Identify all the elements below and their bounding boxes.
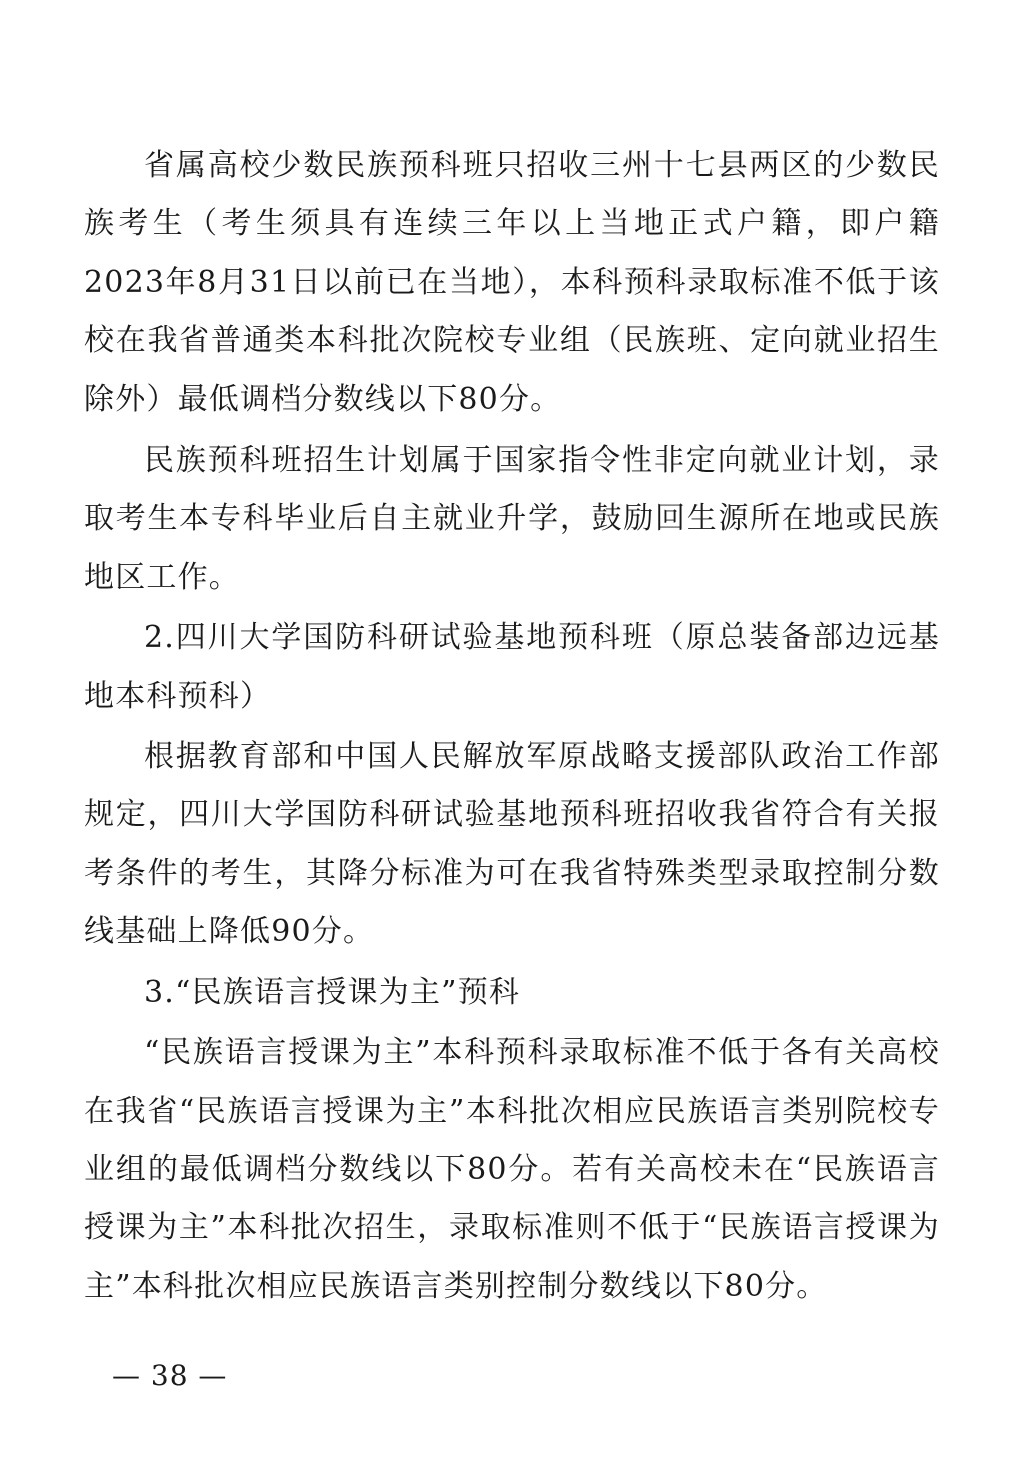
paragraph-minority-prep-admission: 省属高校少数民族预科班只招收三州十七县两区的少数民族考生（考生须具有连续三年以上当地正式户籍，即户籍2023年8月31日以前已在当地），本科预科录取标准不低于该校在我省普通类本科批次院校专业组（民族班、定向就业招生除外）最低调档分数线以下80分。 — [84, 148, 940, 417]
section-heading-scu-defense-prep: 2.四川大学国防科研试验基地预科班（原总装备部边远基地本科预科） — [84, 620, 940, 714]
document-body — [84, 137, 940, 1316]
section-heading-ethnic-language-prep: 3.“民族语言授课为主”预科 — [144, 974, 521, 1010]
paragraph-prep-plan-employment: 民族预科班招生计划属于国家指令性非定向就业计划，录取考生本专科毕业后自主就业升学，鼓励回生源所在地或民族地区工作。 — [84, 443, 940, 595]
paragraph-scu-defense-prep-rules: 根据教育部和中国人民解放军原战略支援部队政治工作部规定，四川大学国防科研试验基地预科班招收我省符合有关报考条件的考生，其降分标准为可在我省特殊类型录取控制分数线基础上降低90分。 — [84, 739, 940, 950]
paragraph-ethnic-language-prep-rules: “民族语言授课为主”本科预科录取标准不低于各有关高校在我省“民族语言授课为主”本科批次相应民族语言类别院校专业组的最低调档分数线以下80分。若有关高校未在“民族语言授课为主”本科批次招生，录取标准则不低于“民族语言授课为主”本科批次相应民族语言类别控制分数线以下80分。 — [84, 1035, 940, 1304]
page-number: — 38 — — [112, 1359, 228, 1392]
